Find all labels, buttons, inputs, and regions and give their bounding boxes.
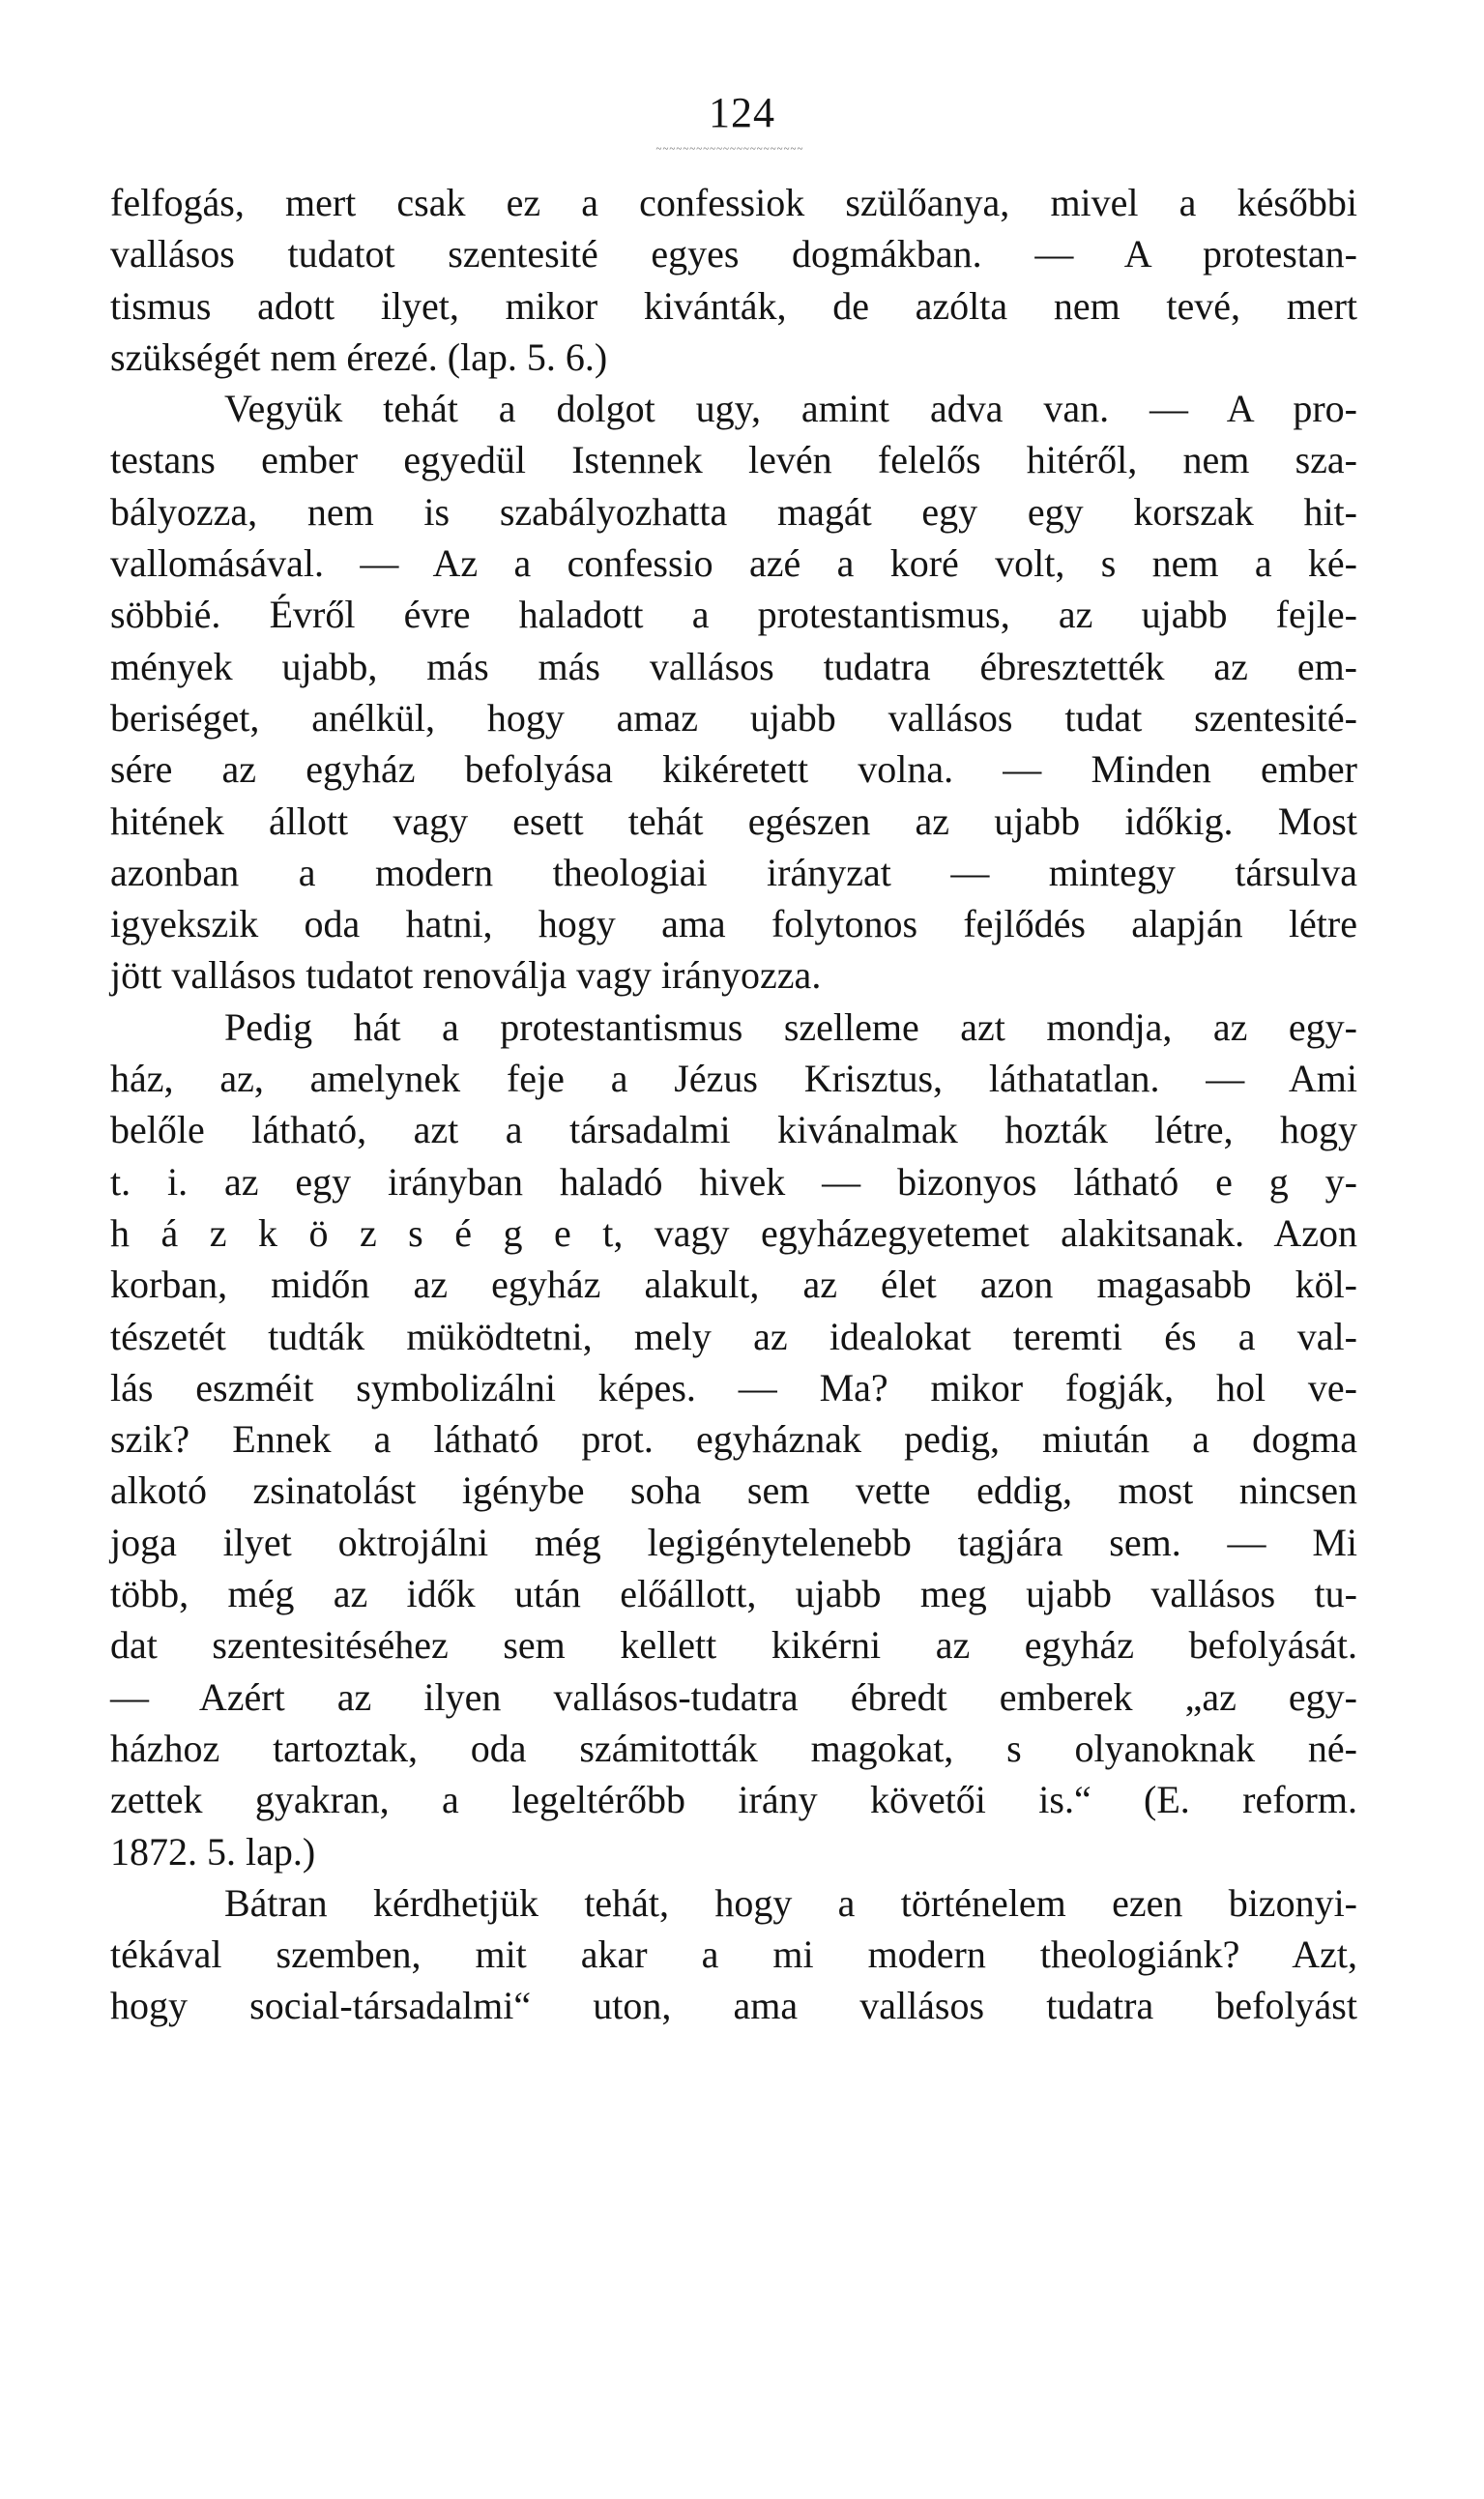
text-line: dat szentesitéséhez sem kellett kikérni az egyház befolyását. [110,1623,1357,1668]
text-line: 1872. 5. lap.) [110,1829,316,1874]
text-line: tismus adott ilyet, mikor kivánták, de azólta nem tevé, mert [110,283,1357,328]
text-line: bályozza, nem is szabályozhatta magát egy egy korszak hit- [110,489,1357,534]
text-line: jött vallásos tudatot renoválja vagy irányozza. [110,953,822,998]
page-number-ornament: ~~~~~~~~~~~~~~~~~~~~~~ [655,143,804,155]
text-line: korban, midőn az egyház alakult, az élet azon magasabb köl- [110,1263,1357,1307]
text-line: sére az egyház befolyása kikéretett volna. — Minden ember [110,747,1357,792]
text-line: söbbié. Évről évre haladott a protestantismus, az ujabb fejle- [110,593,1357,637]
text-line: Bátran kérdhetjük tehát, hogy a történelem ezen bizonyi- [224,1880,1357,1925]
text-line: felfogás, mert csak ez a confessiok szülőanya, mivel a későbbi [110,181,1357,224]
text-line: mények ujabb, más más vallásos tudatra ébresztették az em- [110,644,1357,688]
text-line: házhoz tartoztak, oda számitották magokat, s olyanoknak né- [110,1726,1357,1770]
text-line: belőle látható, azt a társadalmi kivánalmak hozták létre, hogy [110,1108,1357,1152]
page-number: 124 [709,89,775,136]
text-line: hitének állott vagy esett tehát egészen az ujabb időkig. Most [110,799,1357,843]
text-line: ház, az, amelynek feje a Jézus Krisztus, láthatatlan. — Ami [110,1057,1357,1101]
text-line: Vegyük tehát a dolgot ugy, amint adva van. — A pro- [224,387,1357,431]
text-line: — Azért az ilyen vallásos-tudatra ébredt emberek „az egy- [110,1674,1357,1719]
text-line: igyekszik oda hatni, hogy ama folytonos fejlődés alapján létre [110,902,1357,946]
body-text [110,177,1357,2032]
text-line: azonban a modern theologiai irányzat — mintegy társulva [110,850,1357,894]
text-line: joga ilyet oktrojálni még legigénytelenebb tagjára sem. — Mi [110,1520,1357,1564]
text-line: beriséget, anélkül, hogy amaz ujabb vallásos tudat szentesité- [110,695,1357,740]
text-line: testans ember egyedül Istennek levén felelős hitéről, nem sza- [110,438,1357,482]
text-line: szükségét nem érezé. (lap. 5. 6.) [110,334,608,379]
text-line: lás eszméit symbolizálni képes. — Ma? mikor fogják, hol ve- [110,1365,1357,1409]
text-line: szik? Ennek a látható prot. egyháznak pedig, miután a dogma [110,1417,1357,1462]
text-line: Pedig hát a protestantismus szelleme azt mondja, az egy- [224,1004,1357,1049]
text-line: több, még az idők után előállott, ujabb meg ujabb vallásos tu- [110,1572,1357,1616]
text-line: hogy social-társadalmi“ uton, ama vallásos tudatra befolyást [110,1984,1357,2028]
text-line: alkotó zsinatolást igénybe soha sem vette eddig, most nincsen [110,1468,1357,1513]
text-line: tészetét tudták müködtetni, mely az idealokat teremti és a val- [110,1314,1357,1358]
text-line: vallásos tudatot szentesité egyes dogmákban. — A protestan- [110,232,1357,276]
text-line: tékával szemben, mit akar a mi modern theologiánk? Azt, [110,1932,1357,1977]
text-line: t. i. az egy irányban haladó hivek — bizonyos látható e g y- [110,1159,1357,1204]
text-line: h á z k ö z s é g e t, vagy egyházegyetemet alakitsanak. Azon [110,1210,1357,1255]
text-line: vallomásával. — Az a confessio azé a koré volt, s nem a ké- [110,541,1357,586]
text-line: zettek gyakran, a legeltérőbb irány követői is.“ (E. reform. [110,1778,1357,1822]
